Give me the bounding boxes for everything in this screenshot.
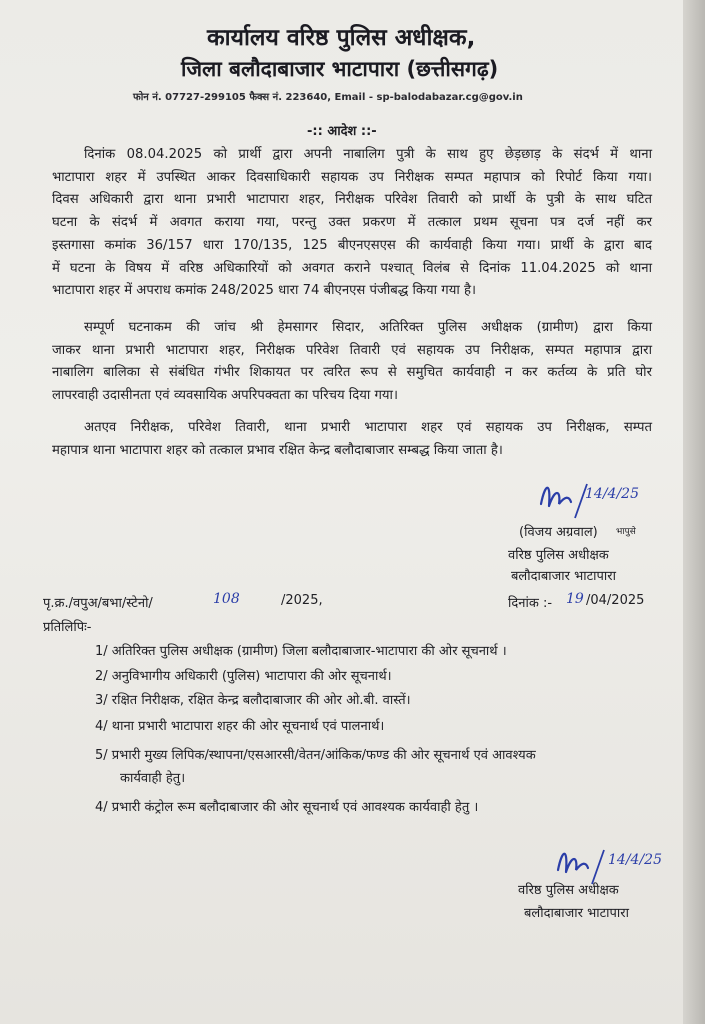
copy-item: 2/ अनुविभागीय अधिकारी (पुलिस) भाटापारा की ओर सूचनार्थ। (95, 669, 392, 684)
paragraph-line: महापात्र थाना भाटापारा शहर को तत्काल प्रभाव रक्षित केन्द्र बलौदाबाजार सम्बद्ध किया जाता है। (52, 442, 503, 458)
paragraph-line: लापरवाही उदासीनता एवं व्यवसायिक अपरिपक्वता का परिचय दिया गया। (52, 388, 398, 404)
paragraph-line: दिनांक 08.04.2025 को प्रार्थी द्वारा अपनी नाबालिग पुत्री के साथ हुए छेड़छाड़ के संदर्भ में थाना (84, 147, 652, 162)
district-title: जिला बलौदाबाजार भाटापारा (छत्तीसगढ़) (181, 57, 499, 81)
signatory-2-designation: वरिष्ठ पुलिस अधीक्षक (518, 883, 619, 898)
copy-item: 5/ प्रभारी मुख्य लिपिक/स्थापना/एसआरसी/वेतन/आंकिक/फण्ड की ओर सूचनार्थ एवं आवश्यक (95, 748, 536, 763)
paragraph-line: दिवस अधिकारी द्वारा थाना प्रभारी भाटापारा शहर, निरीक्षक परिवेश तिवारी को प्रार्थी के पुत्री के साथ घटित (52, 192, 652, 208)
paragraph-line: सम्पूर्ण घटनाकम की जांच श्री हेमसागर सिदार, अतिरिक्त पुलिस अधीक्षक (ग्रामीण) द्वारा किया (84, 320, 652, 335)
copy-item: 4/ प्रभारी कंट्रोल रूम बलौदाबाजार की ओर सूचनार्थ एवं आवश्यक कार्यवाही हेतु । (95, 800, 479, 815)
signatory-2-location: बलौदाबाजार भाटापारा (524, 906, 629, 921)
paragraph-line: अतएव निरीक्षक, परिवेश तिवारी, थाना प्रभारी भाटापारा शहर एवं सहायक उप निरीक्षक, सम्पत (84, 420, 652, 435)
paragraph-line: भाटापारा शहर में अपराध कमांक 248/2025 धारा 74 बीएनएस पंजीबद्ध किया गया है। (52, 283, 476, 299)
date-rest: /04/2025 (586, 593, 645, 608)
copy-item: 3/ रक्षित निरीक्षक, रक्षित केन्द्र बलौदाबाजार की ओर ओ.बी. वास्तें। (95, 693, 411, 708)
copy-item: 4/ थाना प्रभारी भाटापारा शहर की ओर सूचनार्थ एवं पालनार्थ। (95, 719, 385, 734)
paragraph-line: भाटापारा शहर में उपस्थित आकर दिवसाधिकारी सहायक उप निरीक्षक सम्पत महापात्र को रिपोर्ट किया गया। (52, 169, 652, 185)
signature-2-date: 14/4/25 (608, 852, 662, 868)
paragraph-line: घटना के संदर्भ में अवगत कराया गया, परन्तु उक्त प्रकरण में तत्काल प्रथम सूचना पत्र दर्ज नहीं कर (52, 215, 652, 231)
reference-year: /2025, (281, 593, 323, 608)
copy-item-continuation: कार्यवाही हेतु। (120, 771, 186, 786)
page-edge-shadow (683, 0, 705, 1024)
signatory-designation: वरिष्ठ पुलिस अधीक्षक (508, 548, 609, 563)
reference-number: 108 (213, 591, 240, 607)
paragraph-line: इस्तगासा कमांक 36/157 धारा 170/135, 125 बीएनएसएस की कार्यवाही किया गया। प्रार्थी के द्वारा बाद (52, 237, 652, 253)
paragraph-1 (52, 144, 652, 303)
reference-prefix: पृ.क्र./वपुअ/बभा/स्टेनो/ (43, 596, 153, 611)
date-day: 19 (566, 591, 584, 607)
copy-item: 1/ अतिरिक्त पुलिस अधीक्षक (ग्रामीण) जिला बलौदाबाजार-भाटापारा की ओर सूचनार्थ । (95, 644, 507, 659)
copy-label: प्रतिलिपिः- (43, 620, 92, 635)
office-title: कार्यालय वरिष्ठ पुलिस अधीक्षक, (207, 25, 476, 51)
signatory-name: (विजय अग्रवाल) (519, 525, 598, 540)
signature-1-date: 14/4/25 (585, 486, 639, 502)
date-label: दिनांक :- (508, 596, 553, 611)
order-heading: -:: आदेश ::- (307, 124, 377, 139)
contact-line: फोन नं. 07727-299105 फैक्स नं. 223640, Email - sp-balodabazar.cg@gov.in (133, 92, 523, 103)
paragraph-line: जाकर थाना प्रभारी भाटापारा शहर, निरीक्षक परिवेश तिवारी एवं सहायक उप निरीक्षक, सम्पत महापात्र द्वारा (52, 342, 652, 358)
paragraph-3 (52, 417, 652, 462)
paragraph-2 (52, 317, 652, 408)
paragraph-line: में घटना के विषय में वरिष्ठ अधिकारियों को अवगत कराने पश्चात् विलंब से दिनांक 11.04.2025 को थाना (52, 260, 652, 276)
paragraph-line: नाबालिग बालिका से संबंधित गंभीर शिकायत पर त्वरित रूप से समुचित कार्यवाही न कर कर्तव्य के प्रति घोर (52, 365, 652, 381)
signatory-location: बलौदाबाजार भाटापारा (511, 569, 616, 584)
signatory-service: भापुसे (616, 527, 636, 537)
